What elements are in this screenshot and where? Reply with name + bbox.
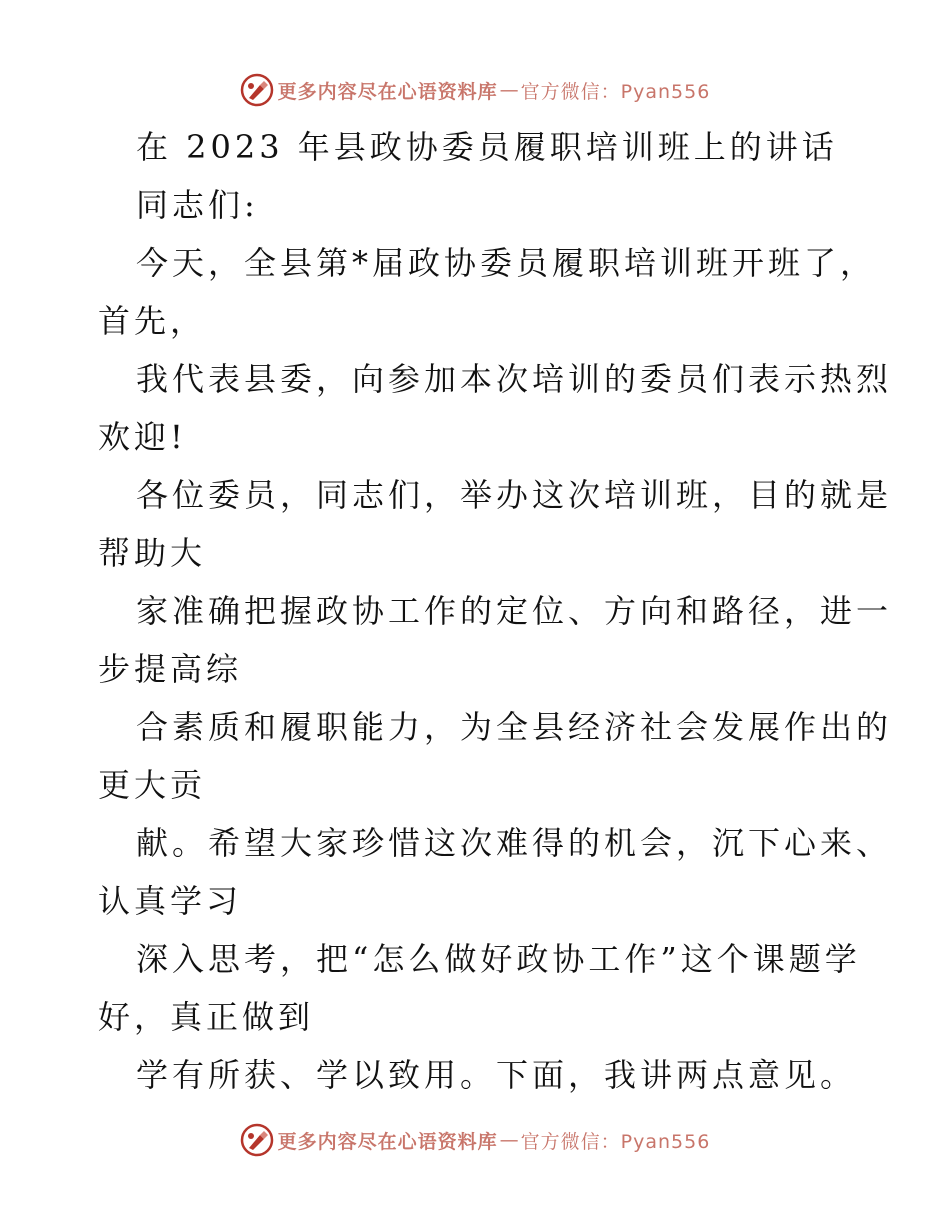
watermark-brand: 更多内容尽在心语资料库 (277, 1130, 498, 1153)
text-line: 好，真正做到 (98, 998, 315, 1036)
watermark-separator: — (499, 1129, 519, 1151)
salutation: 同志们: (136, 186, 259, 224)
document-title: 在 2023 年县政协委员履职培训班上的讲话 (136, 128, 838, 166)
text-line: 帮助大 (98, 534, 207, 572)
pen-logo-icon (240, 1123, 274, 1157)
header-watermark (0, 70, 950, 110)
text-line: 深入思考，把“怎么做好政协工作”这个课题学 (136, 940, 861, 978)
pen-logo-icon (240, 73, 274, 107)
text-line: 各位委员，同志们，举办这次培训班，目的就是 (136, 476, 893, 514)
watermark-separator: — (499, 79, 519, 101)
watermark-brand: 更多内容尽在心语资料库 (277, 80, 498, 103)
text-line: 更大贡 (98, 766, 207, 804)
text-line: 学有所获、学以致用。下面，我讲两点意见。 (136, 1056, 857, 1094)
footer-watermark (0, 1120, 950, 1160)
text-line: 欢迎! (98, 418, 187, 456)
watermark-official-account: 官方微信：Pyan556 (520, 80, 711, 103)
watermark-official-account: 官方微信：Pyan556 (520, 1130, 711, 1153)
text-line: 我代表县委，向参加本次培训的委员们表示热烈 (136, 360, 893, 398)
text-line: 首先， (98, 302, 207, 340)
text-line: 家准确把握政协工作的定位、方向和路径，进一 (136, 592, 893, 630)
text-line: 认真学习 (98, 882, 243, 920)
document-body (98, 118, 893, 1104)
text-line: 今天，全县第*届政协委员履职培训班开班了， (136, 244, 877, 282)
text-line: 合素质和履职能力，为全县经济社会发展作出的 (136, 708, 893, 746)
text-line: 献。希望大家珍惜这次难得的机会，沉下心来、 (136, 824, 893, 862)
text-line: 步提高综 (98, 650, 243, 688)
